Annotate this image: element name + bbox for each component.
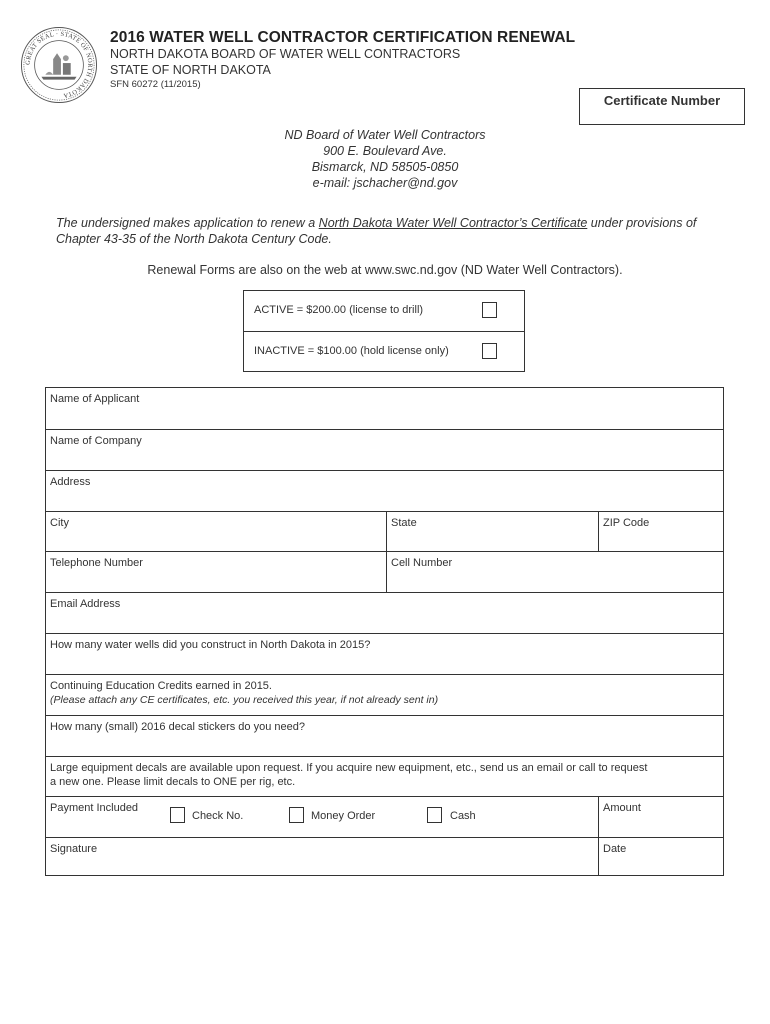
email-row xyxy=(46,592,723,634)
active-checkbox[interactable] xyxy=(482,302,497,318)
ce-credits-label: Continuing Education Credits earned in 2015. xyxy=(50,680,272,692)
payment-included-label: Payment Included xyxy=(50,802,139,814)
form-number: SFN 60272 (11/2015) xyxy=(110,79,201,90)
form-title: 2016 WATER WELL CONTRACTOR CERTIFICATION RENEWAL xyxy=(110,29,576,46)
address-line: 900 E. Boulevard Ave. xyxy=(323,144,447,158)
cash-checkbox[interactable] xyxy=(427,807,442,823)
address-row xyxy=(46,470,723,511)
address-label: Address xyxy=(50,476,91,488)
large-decals-row xyxy=(46,756,723,797)
address-field[interactable] xyxy=(46,471,723,511)
check-no-label: Check No. xyxy=(192,810,244,822)
board-name: NORTH DAKOTA BOARD OF WATER WELL CONTRACTORS xyxy=(110,47,461,61)
web-note: Renewal Forms are also on the web at www.swc.nd.gov (ND Water Well Contractors). xyxy=(147,263,623,277)
signature-row xyxy=(46,837,723,875)
cell-number-field[interactable] xyxy=(386,552,723,593)
signature-field[interactable] xyxy=(46,838,598,875)
ce-credits-note: (Please attach any CE certificates, etc. you received this year, if not already sent in) xyxy=(50,694,439,706)
mailing-address xyxy=(200,127,570,191)
cell-number-label: Cell Number xyxy=(391,557,453,569)
certificate-number-label: Certificate Number xyxy=(603,93,721,108)
fee-option-active xyxy=(244,291,524,331)
city-label: City xyxy=(50,517,69,529)
fee-options xyxy=(243,290,525,372)
state-field[interactable] xyxy=(386,512,599,552)
applicant-name-row xyxy=(46,388,723,429)
intro-text: under provisions of Chapter 43-35 of the North Dakota Century Code. xyxy=(56,216,697,246)
signature-label: Signature xyxy=(50,843,98,855)
wells-row xyxy=(46,633,723,675)
city-state-zip-row xyxy=(46,511,723,552)
applicant-name-field[interactable] xyxy=(46,388,723,429)
telephone-label: Telephone Number xyxy=(50,557,143,569)
email-contact: e-mail: jschacher@nd.gov xyxy=(312,176,458,190)
decal-count-field[interactable] xyxy=(46,716,723,756)
address-line: ND Board of Water Well Contractors xyxy=(284,128,486,142)
zip-label: ZIP Code xyxy=(603,517,650,529)
company-name-row xyxy=(46,429,723,470)
phone-row xyxy=(46,551,723,593)
wells-question-label: How many water wells did you construct in North Dakota in 2015? xyxy=(50,639,371,651)
state-seal-icon xyxy=(20,26,98,104)
decals-question-label: How many (small) 2016 decal stickers do you need? xyxy=(50,721,305,733)
money-order-checkbox[interactable] xyxy=(289,807,304,823)
intro-paragraph xyxy=(56,215,716,247)
large-decals-text: Large equipment decals are available upon request. If you acquire new equipment, etc., send us an email or call to request xyxy=(50,762,648,774)
amount-field[interactable] xyxy=(598,797,723,838)
date-field[interactable] xyxy=(598,838,723,875)
fee-active-label: ACTIVE = $200.00 (license to drill) xyxy=(254,304,424,316)
decals-row xyxy=(46,715,723,756)
applicant-name-label: Name of Applicant xyxy=(50,393,140,405)
email-field[interactable] xyxy=(46,593,723,634)
state-label: State xyxy=(391,517,417,529)
amount-label: Amount xyxy=(603,802,641,814)
telephone-field[interactable] xyxy=(46,552,386,593)
company-name-field[interactable] xyxy=(46,430,723,470)
company-name-label: Name of Company xyxy=(50,435,142,447)
intro-text: The undersigned makes application to renew a xyxy=(56,216,319,230)
large-decals-text: a new one. Please limit decals to ONE per rig, etc. xyxy=(50,776,296,788)
large-decals-note xyxy=(46,757,723,797)
fee-option-inactive xyxy=(244,331,524,372)
ce-credits-row xyxy=(46,674,723,716)
zip-field[interactable] xyxy=(598,512,723,552)
address-line: Bismarck, ND 58505-0850 xyxy=(311,160,459,174)
fee-inactive-label: INACTIVE = $100.00 (hold license only) xyxy=(254,345,449,357)
ce-credits-field[interactable] xyxy=(46,675,723,716)
inactive-checkbox[interactable] xyxy=(482,343,497,359)
application-form xyxy=(45,387,724,876)
date-label: Date xyxy=(603,843,627,855)
money-order-label: Money Order xyxy=(311,810,376,822)
certificate-link: North Dakota Water Well Contractor’s Certificate xyxy=(318,216,588,230)
check-no-checkbox[interactable] xyxy=(170,807,185,823)
payment-row xyxy=(46,796,723,838)
city-field[interactable] xyxy=(46,512,386,552)
payment-field xyxy=(46,797,598,838)
wells-count-field[interactable] xyxy=(46,634,723,675)
email-label: Email Address xyxy=(50,598,121,610)
cash-label: Cash xyxy=(450,810,476,822)
state-name: STATE OF NORTH DAKOTA xyxy=(110,63,271,77)
svg-text:GREAT SEAL · STATE OF NORTH DA: GREAT SEAL · STATE OF NORTH DAKOTA xyxy=(24,30,94,99)
certificate-number-field[interactable] xyxy=(579,88,745,125)
